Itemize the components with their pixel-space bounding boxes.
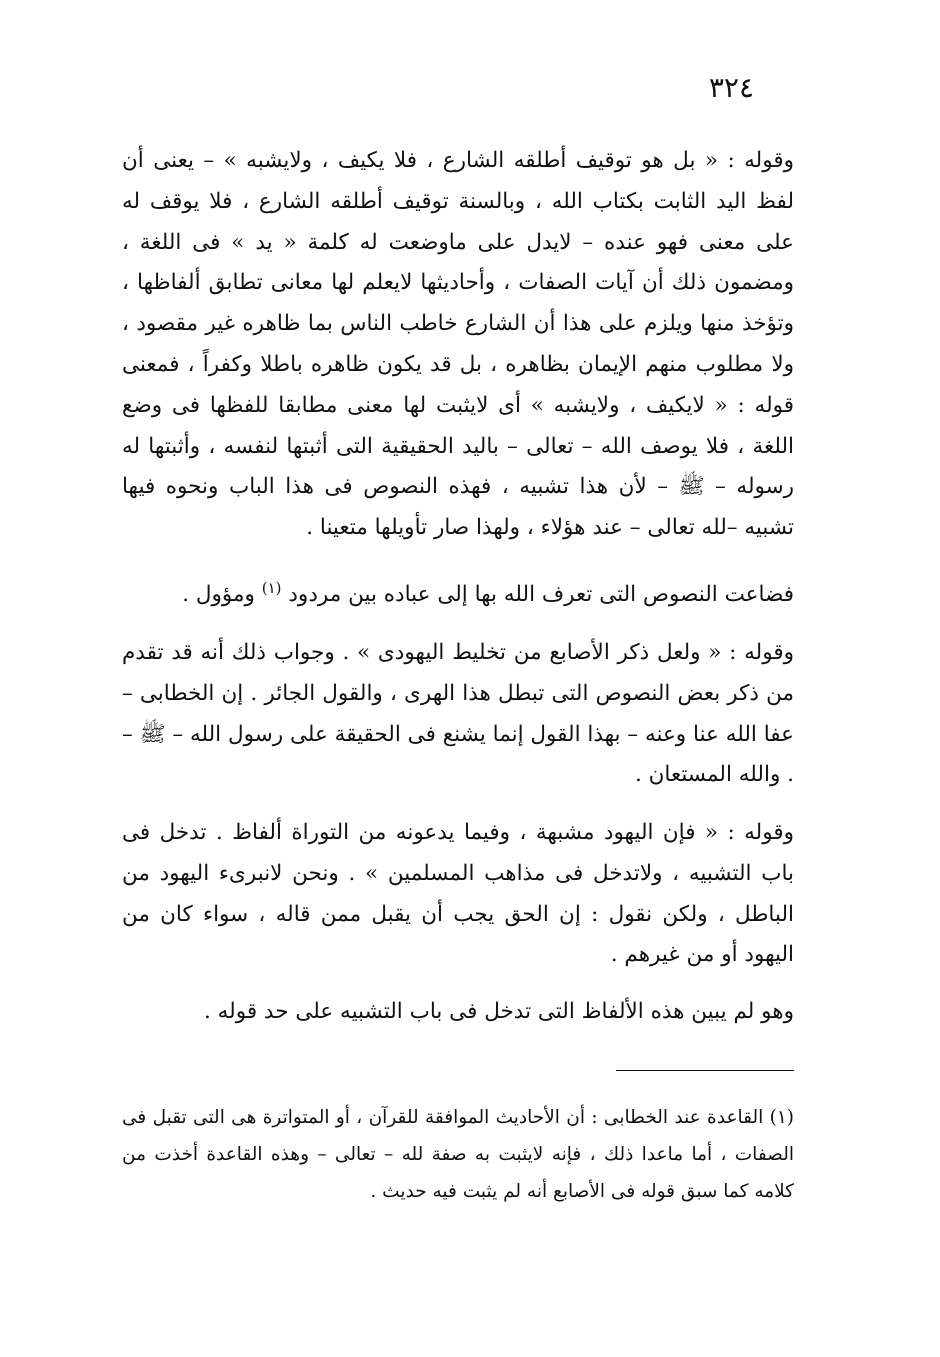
paragraph-5: وهو لم يبين هذه الألفاظ التى تدخل فى باب التشبيه على حد قوله . (203, 999, 794, 1024)
paragraph-2-tail: ومؤول . (182, 582, 255, 607)
footnote: (١) القاعدة عند الخطابى : أن الأحاديث الموافقة للقرآن ، أو المتواترة هى التى تقبل فى الصفات ، أما ماعدا ذلك ، فإنه لايثبت به صفة لله – تعالى – وهذه القاعدة أخذت من كلامه كما سبق قوله فى الأصابع أنه لم يثبت فيه حديث . (122, 1107, 794, 1202)
paragraph-2-text: فضاعت النصوص التى تعرف الله بها إلى عباده بين مردود (288, 582, 794, 607)
paragraph-2 (122, 575, 794, 616)
footnote-marker: (١) (261, 578, 282, 597)
paragraph-3: وقوله : « ولعل ذكر الأصابع من تخليط اليهودى » . وجواب ذلك أنه قد تقدم من ذكر بعض النصوص التى تبطل هذا الهرى ، والقول الجائر . إن الخطابى – عفا الله عنا وعنه – بهذا القول إنما يشنع فى الحقيقة على رسول الله – ﷺ – . والله المستعان . (122, 640, 794, 788)
footnote-divider (616, 1070, 794, 1071)
paragraph-1: وقوله : « بل هو توقيف أطلقه الشارع ، فلا يكيف ، ولايشبه » – يعنى أن لفظ اليد الثابت بكتاب الله ، وبالسنة توقيف أطلقه الشارع ، فلا يوقف له على معنى فهو عنده – لايدل على ماوضعت له كلمة « يد » فى اللغة ، ومضمون ذلك أن آيات الصفات ، وأحاديثها لايعلم لها معانى تطابق ألفاظها ، وتؤخذ منها ويلزم على هذا أن الشارع خاطب الناس بما ظاهره غير مقصود ، ولا مطلوب منهم الإيمان بظاهره ، بل قد يكون ظاهره باطلا وكفراً ، فمعنى قوله : « لايكيف ، ولايشبه » أى لايثبت لها معنى مطابقا للفظها فى وضع اللغة ، فلا يوصف الله – تعالى – باليد الحقيقية التى أثبتها لنفسه ، وأثبتها له رسوله – ﷺ – لأن هذا تشبيه ، فهذه النصوص فى هذا الباب ونحوه فيها تشبيه –لله تعالى – عند هؤلاء ، ولهذا صار تأويلها متعينا . (122, 148, 794, 541)
page-number: ٣٢٤ (708, 71, 754, 104)
paragraph-4: وقوله : « فإن اليهود مشبهة ، وفيما يدعونه من التوراة ألفاظ . تدخل فى باب التشبيه ، ولاتدخل فى مذاهب المسلمين » . ونحن لانبرىء اليهود من الباطل ، ولكن نقول : إن الحق يجب أن يقبل ممن قاله ، سواء كان من اليهود أو من غيرهم . (122, 820, 794, 968)
